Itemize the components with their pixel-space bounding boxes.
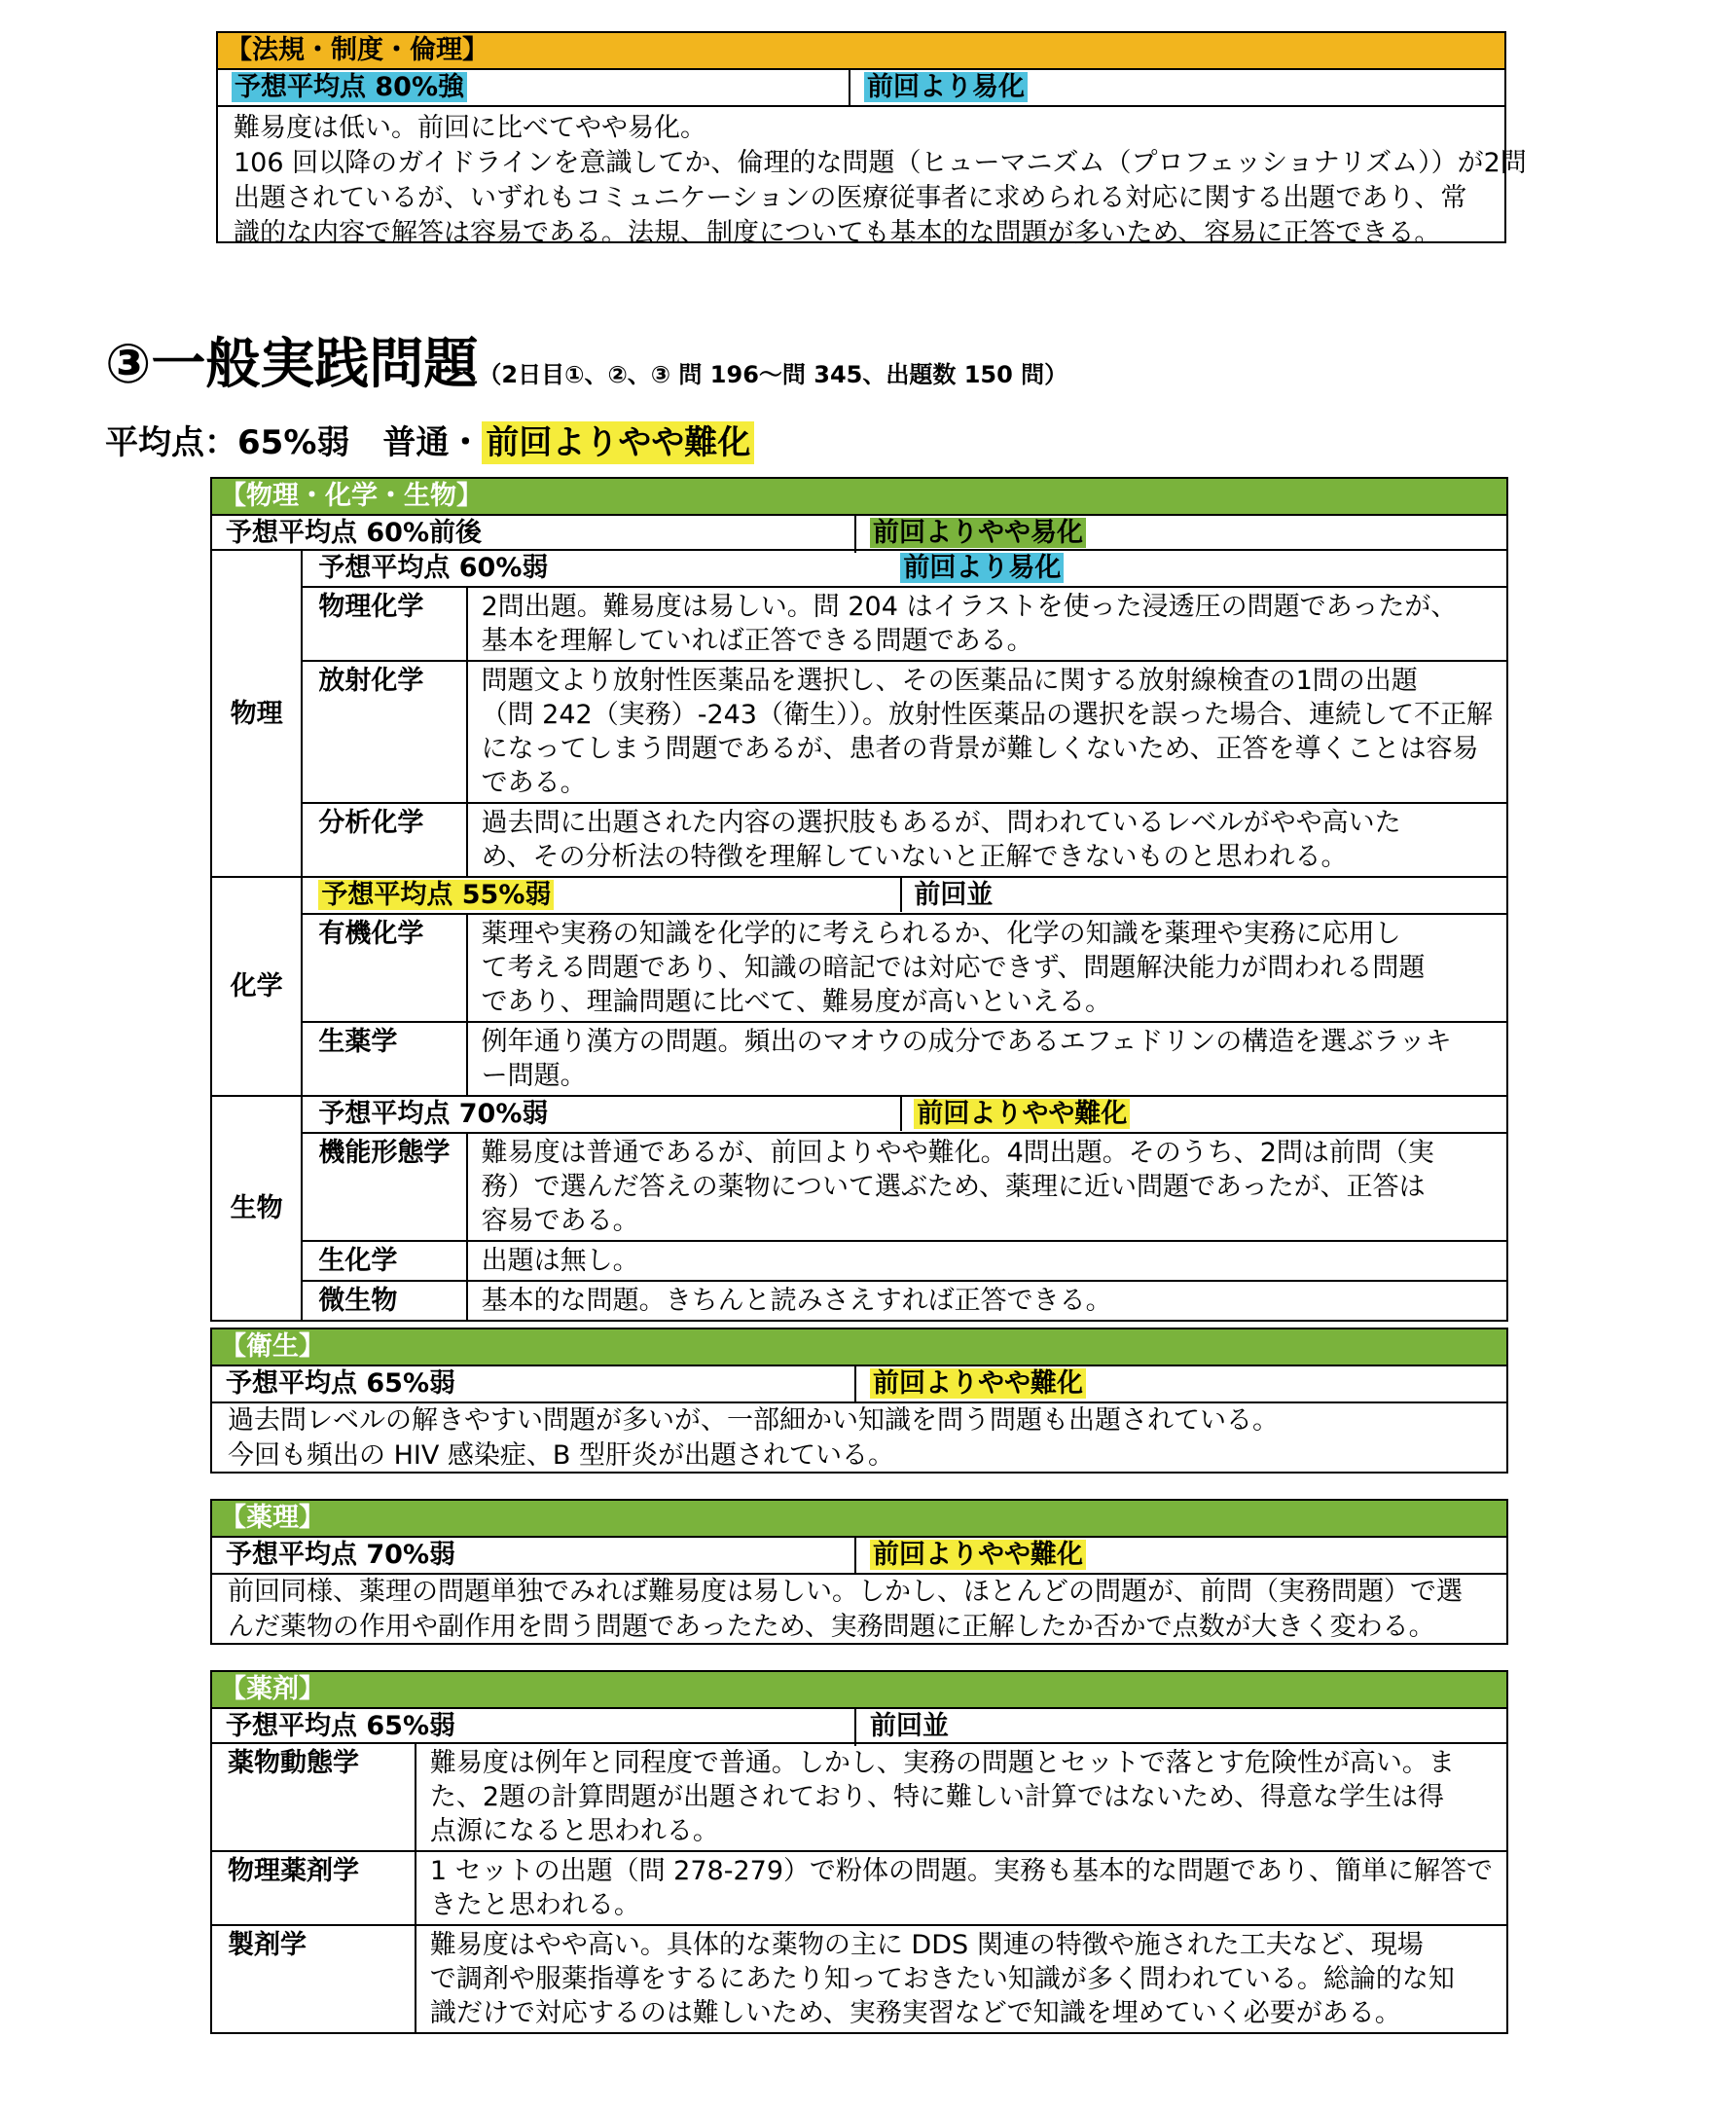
pharmacology-trend: 前回よりやや難化 [870,1540,1086,1570]
topic-name: 分析化学 [302,803,466,877]
topic-description: 問題文より放射性医薬品を選択し、その医薬品に関する放射線検査の1問の出題 （問 242（実務）-243（衛生））。放射性医薬品の選択を誤った場合、連続して不正解 になってしまう問題であるが、患者の背景が難しくないため、正答を導くことは容易 である。 [467,661,1507,803]
topic-name: 放射化学 [302,661,466,803]
topic-description: 薬理や実務の知識を化学的に考えられるか、化学の知識を薬理や実務に応用し て考える問題であり、知識の暗記では対応できず、問題解決能力が問われる問題 であり、理論問題に比べて、難易度が高いといえる。 [467,914,1507,1022]
topic-name: 生薬学 [302,1022,466,1096]
hygiene-trend: 前回よりやや難化 [870,1368,1086,1399]
topic-description: 難易度は普通であるが、前回よりやや難化。4問出題。そのうち、2問は前問（実 務）で選んだ答えの薬物について選ぶため、薬理に近い問題であったが、正答は 容易である。 [467,1133,1507,1241]
pharmaceutics-table [210,1742,1508,2034]
section-average-trend: 前回よりやや難化 [482,421,754,464]
topic-name: 生化学 [302,1241,466,1281]
pharmacology-body [212,1575,1506,1649]
law-ethics-header: 【法規・制度・倫理】 [218,33,1504,70]
physics-score: 予想平均点 60%弱 [318,553,549,583]
pharmaceutics-score: 予想平均点 65%弱 [226,1711,456,1741]
body-line: 前回同様、薬理の問題単独でみれば難易度は易しい。しかし、ほとんどの問題が、前問（実務問題）で選 [228,1577,1463,1607]
pharmacology-box [210,1499,1508,1645]
hygiene-header: 【衛生】 [212,1329,1506,1366]
pharmacology-header: 【薬理】 [212,1501,1506,1538]
body-line: んだ薬物の作用や副作用を問う問題であったため、実務問題に正解したか否かで点数が大きく変わる。 [228,1612,1435,1642]
topic-description: 例年通り漢方の問題。頻出のマオウの成分であるエフェドリンの構造を選ぶラッキ ー問題。 [467,1022,1507,1096]
topic-name: 製剤学 [211,1925,416,2033]
physics-trend: 前回より易化 [900,553,1064,583]
topic-description: 過去問に出題された内容の選択肢もあるが、問われているレベルがやや高いた め、その分析法の特徴を理解していないと正解できないものと思われる。 [467,803,1507,877]
body-line: 106 回以降のガイドラインを意識してか、倫理的な問題（ヒューマニズム（プロフェッショナリズム））が2問 [234,148,1527,178]
hygiene-score-row [212,1366,1506,1403]
subject-physics: 物理 [211,550,302,877]
section-title-text: ③一般実践問題 [105,333,479,396]
topic-name: 薬物動態学 [211,1743,416,1851]
hygiene-score: 予想平均点 65%弱 [226,1368,456,1399]
law-ethics-score: 予想平均点 80%強 [232,72,467,102]
law-ethics-score-row [218,70,1504,107]
pcb-score: 予想平均点 60%前後 [226,518,483,548]
topic-name: 有機化学 [302,914,466,1022]
topic-description: 難易度はやや高い。具体的な薬物の主に DDS 関連の特徴や施された工夫など、現場 で調剤や服薬指導をするにあたり知っておきたい知識が多く問われている。総論的な知 識だけで対応するのは難しいため、実務実習などで知識を埋めていく必要がある。 [416,1925,1507,2033]
pcb-table [210,549,1508,1322]
hygiene-body [212,1403,1506,1477]
pharmaceutics-box [210,1670,1508,1746]
section-title [105,331,1067,409]
pharmaceutics-header: 【薬剤】 [212,1672,1506,1709]
topic-description: 2問出題。難易度は易しい。問 204 はイラストを使った浸透圧の問題であったが、 基本を理解していれば正答できる問題である。 [467,587,1507,661]
law-ethics-body [218,107,1527,255]
pharmaceutics-trend: 前回並 [854,1709,1506,1746]
law-ethics-trend: 前回より易化 [864,72,1028,102]
topic-description: 1 セットの出題（問 278-279）で粉体の問題。実務も基本的な問題であり、簡単に解答で きたと思われる。 [416,1851,1507,1925]
topic-name: 機能形態学 [302,1133,466,1241]
topic-description: 出題は無し。 [467,1241,1507,1281]
subject-chemistry: 化学 [211,877,302,1096]
pcb-score-row [212,516,1506,553]
section-average-line [105,419,754,467]
law-ethics-box [216,31,1527,248]
body-line: 過去問レベルの解きやすい問題が多いが、一部細かい知識を問う問題も出題されている。 [228,1405,1279,1436]
section-subtitle: （2日目①、②、③ 問 196〜問 345、出題数 150 問） [478,361,1068,388]
body-line: 難易度は低い。前回に比べてやや易化。 [234,113,706,143]
body-line: 識的な内容で解答は容易である。法規、制度についても基本的な問題が多いため、容易に正答できる。 [234,218,1441,248]
chemistry-score: 予想平均点 55%弱 [318,880,554,910]
pharmacology-score-row [212,1538,1506,1575]
section-average-label: 平均点：65%弱 普通・ [105,423,483,462]
pharmaceutics-score-row [212,1709,1506,1746]
topic-name: 物理化学 [302,587,466,661]
chemistry-trend: 前回並 [900,878,1506,912]
body-line: 出題されているが、いずれもコミュニケーションの医療従事者に求められる対応に関する出題であり、常 [234,183,1467,213]
hygiene-box [210,1328,1508,1474]
pharmacology-score: 予想平均点 70%弱 [226,1540,456,1570]
topic-description: 難易度は例年と同程度で普通。しかし、実務の問題とセットで落とす危険性が高い。ま た、2題の計算問題が出題されており、特に難しい計算ではないため、得意な学生は得 点源になると思われる。 [416,1743,1507,1851]
pcb-trend: 前回よりやや易化 [870,518,1086,548]
topic-name: 微生物 [302,1281,466,1321]
pcb-header: 【物理・化学・生物】 [212,479,1506,516]
biology-score: 予想平均点 70%弱 [318,1099,549,1129]
body-line: 今回も頻出の HIV 感染症、B 型肝炎が出題されている。 [228,1440,895,1471]
biology-trend: 前回よりやや難化 [914,1099,1130,1129]
subject-biology: 生物 [211,1096,302,1321]
topic-description: 基本的な問題。きちんと読みさえすれば正答できる。 [467,1281,1507,1321]
topic-name: 物理薬剤学 [211,1851,416,1925]
